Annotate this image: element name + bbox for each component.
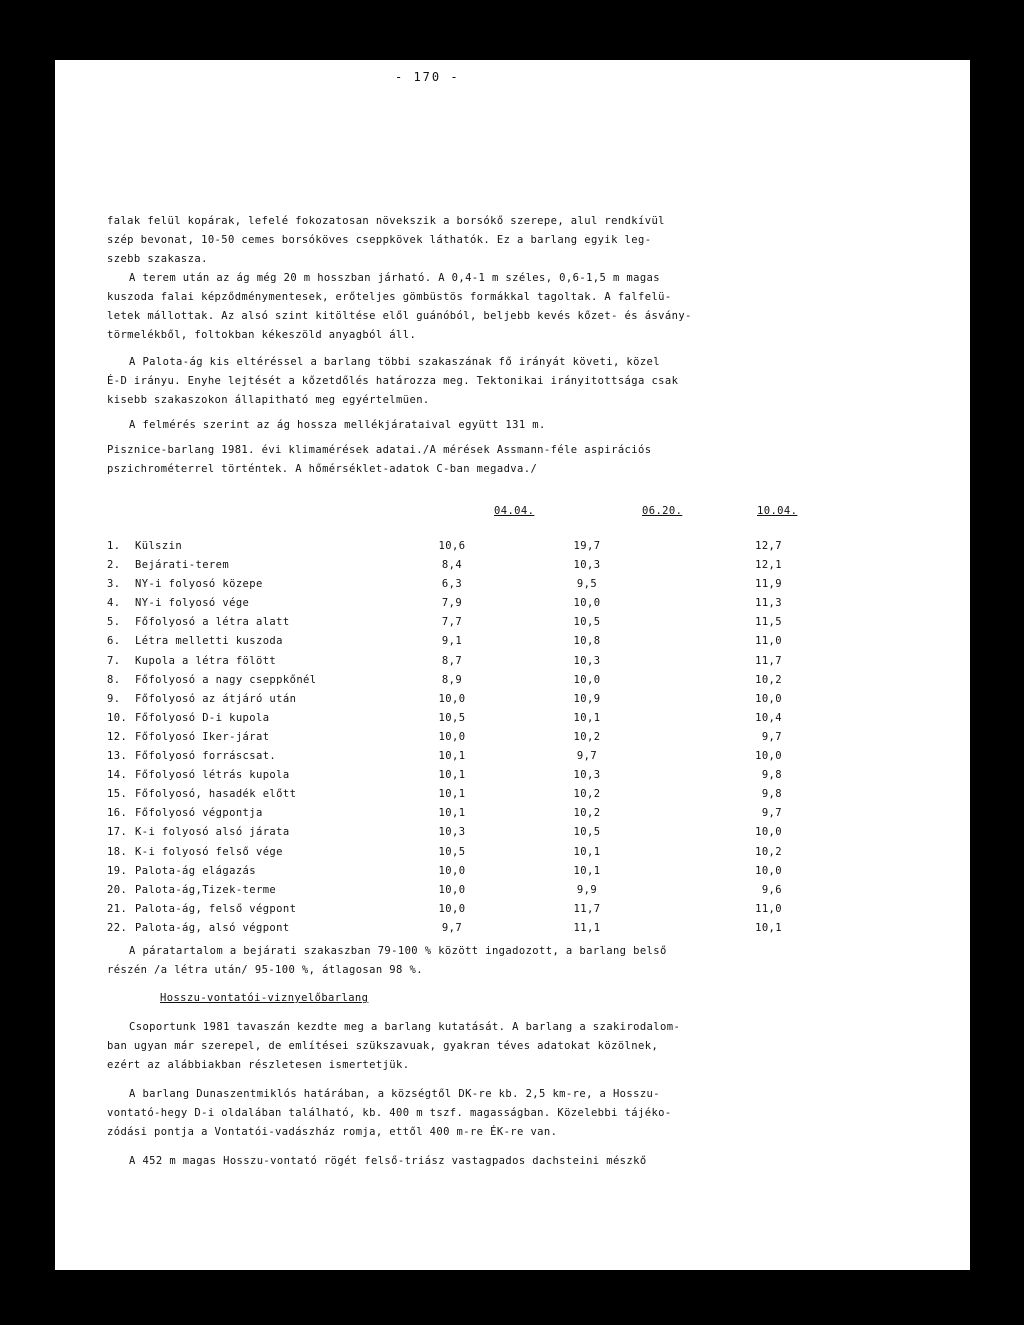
temp-0404: 10,6 [438,540,466,552]
temp-0620: 10,1 [573,711,601,724]
temp-0404: 10,1 [438,750,466,763]
temp-1004: 9,7 [761,807,782,820]
location-name: Palota-ág,Tizek-terme [135,883,277,896]
text-line: letek mállottak. Az alsó szint kitöltése elől guánóból, beljebb kevés kőzet- és ásvány- [107,310,692,322]
row-index: 22. [107,921,128,934]
text-line: szép bevonat, 10-50 cemes borsóköves cseppkövek láthatók. Ez a barlang egyik leg- [107,234,652,246]
text-line: zódási pontja a Vontatói-vadászház romja, ettől 400 m-re ÉK-re van. [107,1126,558,1138]
temp-1004: 9,8 [761,788,782,801]
temp-1004: 9,8 [761,769,782,782]
climate-table [107,505,798,938]
column-header: 10.04. [757,505,798,517]
row-index: 15. [107,788,128,801]
text-line: törmelékből, foltokban kékeszöld anyagból áll. [107,329,417,341]
temp-0404: 8,7 [441,654,463,667]
temp-0404: 6,3 [441,578,463,591]
section-text [107,1018,807,1171]
row-index: 9. [107,692,121,705]
temp-1004: 12,7 [755,540,782,552]
temp-0620: 10,1 [573,845,601,858]
text-line: kuszoda falai képződménymentesek, erőteljes gömbüstös formákkal tagoltak. A falfelü- [107,291,672,303]
row-index: 13. [107,750,128,763]
location-name: Palota-ág, alsó végpont [135,921,290,934]
intro-text [107,212,807,479]
temp-0404: 10,0 [438,692,466,705]
location-name: Főfolyosó forráscsat. [135,750,277,763]
temp-1004: 10,0 [755,864,782,877]
text-line: Pisznice-barlang 1981. évi klimamérések adatai./A mérések Assmann-féle aspirációs [107,444,652,456]
table-row [107,690,787,709]
temp-0404: 8,4 [441,559,463,572]
temp-0620: 10,9 [573,692,601,705]
table-row [107,823,787,842]
table-row [107,709,787,728]
location-name: K-i folyosó alsó járata [135,826,290,839]
temp-0404: 7,7 [441,616,463,629]
text-line: A felmérés szerint az ág hossza mellékjárataival együtt 131 m. [129,419,546,431]
row-index: 8. [107,673,121,686]
section-heading: Hosszu-vontatói-viznyelőbarlang [160,992,369,1004]
location-name: Külszin [135,540,183,552]
location-name: K-i folyosó felső vége [135,845,283,858]
temp-0620: 10,3 [573,559,601,572]
temp-1004: 11,7 [755,654,782,667]
temp-1004: 9,6 [761,883,782,896]
text-line: A 452 m magas Hosszu-vontató rögét felső-triász vastagpados dachsteini mészkő [129,1155,647,1167]
temp-0620: 10,0 [573,597,601,610]
temp-0404: 10,1 [438,788,466,801]
row-index: 7. [107,654,121,667]
location-name: Létra melletti kuszoda [135,635,283,648]
temp-1004: 10,2 [755,673,782,686]
text-line: A terem után az ág még 20 m hosszban járható. A 0,4-1 m széles, 0,6-1,5 m magas [129,272,661,284]
table-row [107,766,787,785]
page-number: - 170 - [395,70,460,84]
temp-0404: 9,7 [441,921,463,934]
temp-0404: 10,0 [438,730,466,743]
temp-1004: 9,7 [761,730,782,743]
temp-0404: 10,1 [438,769,466,782]
temp-1004: 10,2 [755,845,782,858]
row-index: 5. [107,616,121,629]
location-name: Palota-ág elágazás [135,864,256,877]
table-row [107,785,787,804]
location-name: Főfolyosó a létra alatt [135,616,290,629]
temp-0620: 19,7 [573,540,601,552]
text-line: A páratartalom a bejárati szakaszban 79-100 % között ingadozott, a barlang belső [129,945,667,957]
temp-1004: 10,0 [755,826,782,839]
temp-1004: 10,0 [755,750,782,763]
row-index: 17. [107,826,128,839]
table-row [107,594,787,613]
temp-1004: 11,9 [755,578,782,591]
location-name: Kupola a létra fölött [135,654,277,667]
text-line: kisebb szakaszokon állapitható meg egyértelmüen. [107,394,430,406]
row-index: 20. [107,883,128,896]
temp-0620: 11,7 [573,902,601,915]
temp-0620: 11,1 [573,921,601,934]
text-line: pszichrométerrel történtek. A hőmérséklet-adatok C-ban megadva./ [107,463,538,475]
temp-0404: 10,1 [438,807,466,820]
text-line: szebb szakasza. [107,253,208,265]
temp-1004: 11,0 [755,902,782,915]
temp-1004: 10,1 [755,921,782,934]
table-row [107,632,787,651]
temp-0404: 10,5 [438,711,466,724]
location-name: Palota-ág, felső végpont [135,902,297,915]
row-index: 12. [107,730,128,743]
table-row [107,804,787,823]
temp-0404: 10,3 [438,826,466,839]
text-line: vontató-hegy D-i oldalában található, kb. 400 m tszf. magasságban. Közelebbi tájéko- [107,1107,672,1119]
temp-0620: 10,5 [573,826,601,839]
column-header: 04.04. [494,505,535,517]
location-name: NY-i folyosó közepe [135,578,263,591]
text-line: Csoportunk 1981 tavaszán kezdte meg a barlang kutatását. A barlang a szakirodalom- [129,1021,681,1033]
location-name: Főfolyosó az átjáró után [135,692,297,705]
row-index: 4. [107,597,121,610]
table-row [107,537,787,556]
location-name: Főfolyosó végpontja [135,807,263,820]
temp-0620: 9,9 [576,883,598,896]
table-row [107,919,787,938]
temp-0404: 9,1 [441,635,463,648]
location-name: NY-i folyosó vége [135,597,250,610]
location-name: Főfolyosó, hasadék előtt [135,788,297,801]
table-row [107,881,787,900]
temp-1004: 11,5 [755,616,782,629]
location-name: Bejárati-terem [135,559,230,572]
temp-1004: 10,0 [755,692,782,705]
temp-0620: 9,7 [576,750,598,763]
text-line: falak felül kopárak, lefelé fokozatosan növekszik a borsókő szerepe, alul rendkívül [107,215,665,227]
location-name: Főfolyosó Iker-járat [135,730,270,743]
temp-0620: 10,3 [573,654,601,667]
text-line: A barlang Dunaszentmiklós határában, a községtől DK-re kb. 2,5 km-re, a Hosszu- [129,1088,661,1100]
temp-0404: 7,9 [441,597,463,610]
temp-0620: 10,2 [573,788,601,801]
row-index: 2. [107,559,121,572]
text-line: ban ugyan már szerepel, de említései szükszavuak, gyakran téves adatokat közölnek, [107,1040,659,1052]
table-row [107,613,787,632]
table-row [107,728,787,747]
row-index: 6. [107,635,121,648]
row-index: 10. [107,711,128,724]
table-body [107,537,787,938]
table-row [107,843,787,862]
table-row [107,862,787,881]
temp-0404: 10,0 [438,864,466,877]
row-index: 21. [107,902,128,915]
temp-1004: 12,1 [755,559,782,572]
table-row [107,652,787,671]
row-index: 18. [107,845,128,858]
text-line: A Palota-ág kis eltéréssel a barlang többi szakaszának fő irányát követi, közel [129,356,661,368]
row-index: 19. [107,864,128,877]
temp-0620: 9,5 [576,578,598,591]
location-name: Főfolyosó D-i kupola [135,711,270,724]
temp-0620: 10,5 [573,616,601,629]
temp-0620: 10,8 [573,635,601,648]
temp-1004: 11,3 [755,597,782,610]
row-index: 3. [107,578,121,591]
temp-0404: 10,0 [438,902,466,915]
temp-0620: 10,2 [573,807,601,820]
temp-0620: 10,3 [573,769,601,782]
temp-0404: 8,9 [441,673,463,686]
row-index: 14. [107,769,128,782]
table-row [107,747,787,766]
row-index: 16. [107,807,128,820]
text-line: részén /a létra után/ 95-100 %, átlagosan 98 %. [107,964,423,976]
table-row [107,556,787,575]
temp-0404: 10,0 [438,883,466,896]
temp-1004: 11,0 [755,635,782,648]
table-row [107,900,787,919]
temp-0620: 10,1 [573,864,601,877]
table-row [107,671,787,690]
table-row [107,575,787,594]
temp-0620: 10,2 [573,730,601,743]
temp-0404: 10,5 [438,845,466,858]
location-name: Főfolyosó létrás kupola [135,769,290,782]
table-header [107,505,798,529]
temp-0620: 10,0 [573,673,601,686]
location-name: Főfolyosó a nagy cseppkőnél [135,673,317,686]
row-index: 1. [107,540,121,552]
humidity-text [107,942,807,980]
column-header: 06.20. [642,505,683,517]
temp-1004: 10,4 [755,711,782,724]
text-line: ezért az alábbiakban részletesen ismertetjük. [107,1059,410,1071]
text-line: É-D irányu. Enyhe lejtését a kőzetdőlés határozza meg. Tektonikai irányitottsága csak [107,375,679,387]
